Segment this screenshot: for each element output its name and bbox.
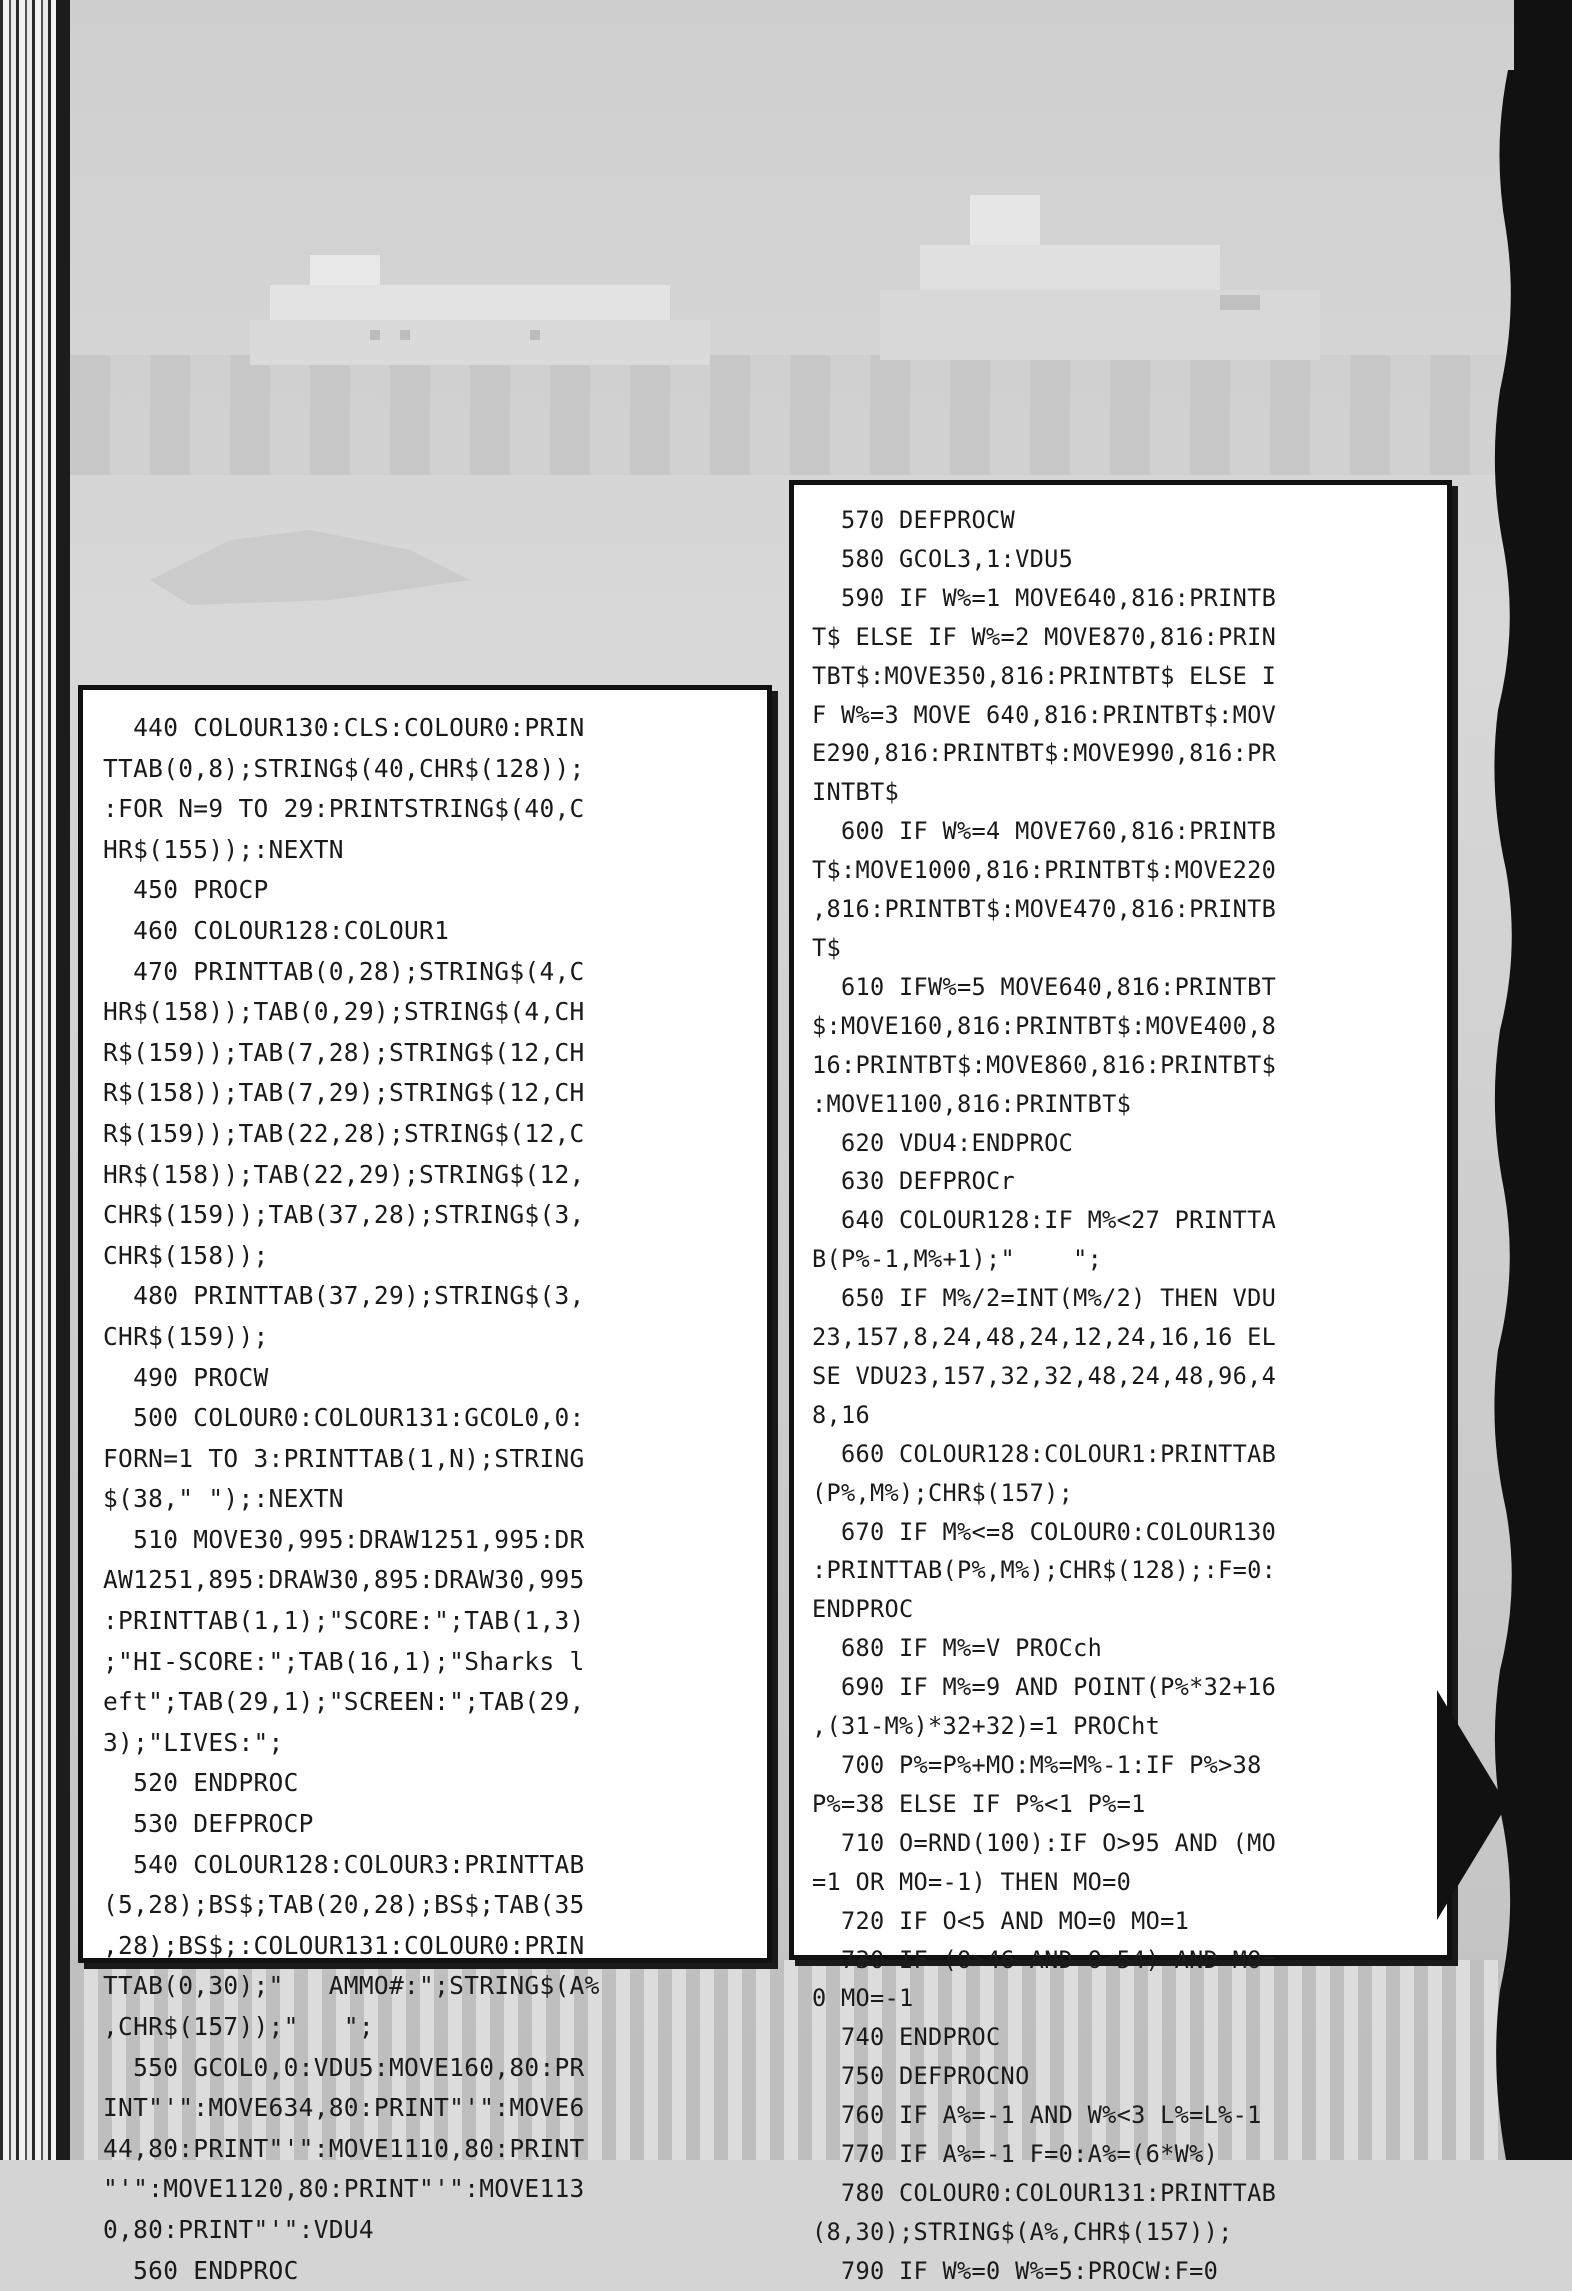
code-line: 460 COLOUR128:COLOUR1 <box>103 915 450 945</box>
code-line: 450 PROCP <box>103 875 269 905</box>
code-line: 550 GCOL0,0:VDU5:MOVE160,80:PR <box>103 2052 585 2082</box>
code-line: "'":MOVE1120,80:PRINT"'":MOVE113 <box>103 2174 585 2204</box>
code-line: $(38," ");:NEXTN <box>103 1484 344 1514</box>
code-line: HR$(158));TAB(22,29);STRING$(12, <box>103 1159 585 1189</box>
code-line: 440 COLOUR130:CLS:COLOUR0:PRIN <box>103 713 585 742</box>
code-line: :PRINTTAB(P%,M%);CHR$(128);:F=0: <box>812 1556 1277 1585</box>
code-line: FORN=1 TO 3:PRINTTAB(1,N);STRING <box>103 1443 585 1473</box>
code-line: (P%,M%);CHR$(157); <box>812 1478 1074 1507</box>
code-line: 530 DEFPROCP <box>103 1809 314 1839</box>
code-line: 780 COLOUR0:COLOUR131:PRINTTAB <box>812 2178 1277 2207</box>
code-line: 690 IF M%=9 AND POINT(P%*32+16 <box>812 1673 1277 1702</box>
code-line: (5,28);BS$;TAB(20,28);BS$;TAB(35 <box>103 1890 585 1920</box>
left-ship-illustration <box>250 245 720 375</box>
code-line: P%=38 ELSE IF P%<1 P%=1 <box>812 1789 1146 1818</box>
code-line: E290,816:PRINTBT$:MOVE990,816:PR <box>812 739 1277 768</box>
book-binding-edge <box>0 0 70 2160</box>
code-line: 660 COLOUR128:COLOUR1:PRINTTAB <box>812 1439 1277 1468</box>
code-line: 790 IF W%=0 W%=5:PROCW:F=0 <box>812 2256 1219 2285</box>
code-line: 630 DEFPROCr <box>812 1167 1016 1196</box>
code-line: 23,157,8,24,48,24,12,24,16,16 EL <box>812 1323 1277 1352</box>
code-line: $:MOVE160,816:PRINTBT$:MOVE400,8 <box>812 1011 1277 1040</box>
code-line: CHR$(159));TAB(37,28);STRING$(3, <box>103 1200 585 1230</box>
code-line: T$ ELSE IF W%=2 MOVE870,816:PRIN <box>812 622 1277 651</box>
code-line: CHR$(158)); <box>103 1240 269 1270</box>
code-line: 510 MOVE30,995:DRAW1251,995:DR <box>103 1524 585 1554</box>
code-line: ,(31-M%)*32+32)=1 PROCht <box>812 1712 1161 1741</box>
code-line: INT"'":MOVE634,80:PRINT"'":MOVE6 <box>103 2093 585 2123</box>
code-line: ,28);BS$;:COLOUR131:COLOUR0:PRIN <box>103 1930 585 1960</box>
code-line: R$(159));TAB(22,28);STRING$(12,C <box>103 1118 585 1148</box>
code-line: 500 COLOUR0:COLOUR131:GCOL0,0: <box>103 1403 585 1433</box>
code-line: 0 MO=-1 <box>812 1984 914 2013</box>
code-line: 44,80:PRINT"'":MOVE1110,80:PRINT <box>103 2133 585 2163</box>
shark-fin-illustration <box>150 510 480 630</box>
code-line: 3);"LIVES:"; <box>103 1727 284 1757</box>
code-line: 670 IF M%<=8 COLOUR0:COLOUR130 <box>812 1517 1277 1546</box>
code-line: 680 IF M%=V PROCch <box>812 1634 1103 1663</box>
code-line: 490 PROCW <box>103 1362 269 1392</box>
page-gutter-edge <box>1514 0 1572 2160</box>
code-line: :PRINTTAB(1,1);"SCORE:";TAB(1,3) <box>103 1606 585 1636</box>
code-line: 0,80:PRINT"'":VDU4 <box>103 2214 374 2244</box>
right-ship-illustration <box>880 195 1340 375</box>
code-line: :FOR N=9 TO 29:PRINTSTRING$(40,C <box>103 794 585 824</box>
code-line: 750 DEFPROCNO <box>812 2062 1030 2091</box>
code-line: 720 IF O<5 AND MO=0 MO=1 <box>812 1906 1190 1935</box>
code-line: ;"HI-SCORE:";TAB(16,1);"Sharks l <box>103 1646 585 1676</box>
code-line: :MOVE1100,816:PRINTBT$ <box>812 1089 1132 1118</box>
basic-listing-left <box>78 685 772 2285</box>
code-line: =1 OR MO=-1) THEN MO=0 <box>812 1867 1132 1896</box>
code-line: 480 PRINTTAB(37,29);STRING$(3, <box>103 1281 585 1311</box>
code-line: ,816:PRINTBT$:MOVE470,816:PRINTB <box>812 895 1277 924</box>
code-line: B(P%-1,M%+1);" "; <box>812 1245 1103 1274</box>
code-line: 610 IFW%=5 MOVE640,816:PRINTBT <box>812 972 1277 1001</box>
code-line: 710 O=RND(100):IF O>95 AND (MO <box>812 1828 1277 1857</box>
code-line: 560 ENDPROC <box>103 2255 299 2285</box>
code-line: 540 COLOUR128:COLOUR3:PRINTTAB <box>103 1849 585 1879</box>
code-line: SE VDU23,157,32,32,48,24,48,96,4 <box>812 1361 1277 1390</box>
code-line: HR$(158));TAB(0,29);STRING$(4,CH <box>103 997 585 1027</box>
code-line: 640 COLOUR128:IF M%<27 PRINTTA <box>812 1206 1277 1235</box>
code-line: 570 DEFPROCW <box>812 506 1016 534</box>
code-line: ,CHR$(157));" "; <box>103 2012 374 2041</box>
code-line: 650 IF M%/2=INT(M%/2) THEN VDU <box>812 1284 1277 1313</box>
code-line: 760 IF A%=-1 AND W%<3 L%=L%-1 <box>812 2101 1262 2130</box>
code-line: 8,16 <box>812 1400 871 1429</box>
code-line: 620 VDU4:ENDPROC <box>812 1128 1074 1157</box>
code-line: R$(159));TAB(7,28);STRING$(12,CH <box>103 1037 585 1067</box>
code-line: (8,30);STRING$(A%,CHR$(157)); <box>812 2217 1233 2246</box>
code-line: HR$(155));:NEXTN <box>103 834 344 864</box>
code-line: 600 IF W%=4 MOVE760,816:PRINTB <box>812 817 1277 846</box>
code-line: 770 IF A%=-1 F=0:A%=(6*W%) <box>812 2140 1219 2169</box>
code-line: 470 PRINTTAB(0,28);STRING$(4,C <box>103 956 585 986</box>
code-line: 580 GCOL3,1:VDU5 <box>812 544 1074 573</box>
code-line: R$(158));TAB(7,29);STRING$(12,CH <box>103 1078 585 1108</box>
continue-arrow-icon <box>1437 1690 1507 1920</box>
code-line: AW1251,895:DRAW30,895:DRAW30,995 <box>103 1565 585 1595</box>
code-line: 16:PRINTBT$:MOVE860,816:PRINTBT$ <box>812 1050 1277 1079</box>
code-line: 730 IF (O>46 AND O<54) AND MO= <box>812 1945 1277 1974</box>
code-line: 520 ENDPROC <box>103 1768 299 1798</box>
code-line: eft";TAB(29,1);"SCREEN:";TAB(29, <box>103 1687 585 1717</box>
code-line: CHR$(159)); <box>103 1321 269 1351</box>
code-line: F W%=3 MOVE 640,816:PRINTBT$:MOV <box>812 700 1277 729</box>
code-line: T$ <box>812 933 842 962</box>
code-line: TTAB(0,30);" AMMO#:";STRING$(A% <box>103 1971 600 2001</box>
basic-listing-right <box>789 480 1452 2285</box>
code-line: 590 IF W%=1 MOVE640,816:PRINTB <box>812 583 1277 612</box>
code-line: T$:MOVE1000,816:PRINTBT$:MOVE220 <box>812 856 1277 885</box>
code-line: ENDPROC <box>812 1595 914 1624</box>
code-line: TTAB(0,8);STRING$(40,CHR$(128)); <box>103 753 585 783</box>
code-line: TBT$:MOVE350,816:PRINTBT$ ELSE I <box>812 661 1277 690</box>
code-line: 740 ENDPROC <box>812 2023 1001 2052</box>
code-line: INTBT$ <box>812 778 900 807</box>
code-line: 700 P%=P%+MO:M%=M%-1:IF P%>38 <box>812 1751 1262 1779</box>
